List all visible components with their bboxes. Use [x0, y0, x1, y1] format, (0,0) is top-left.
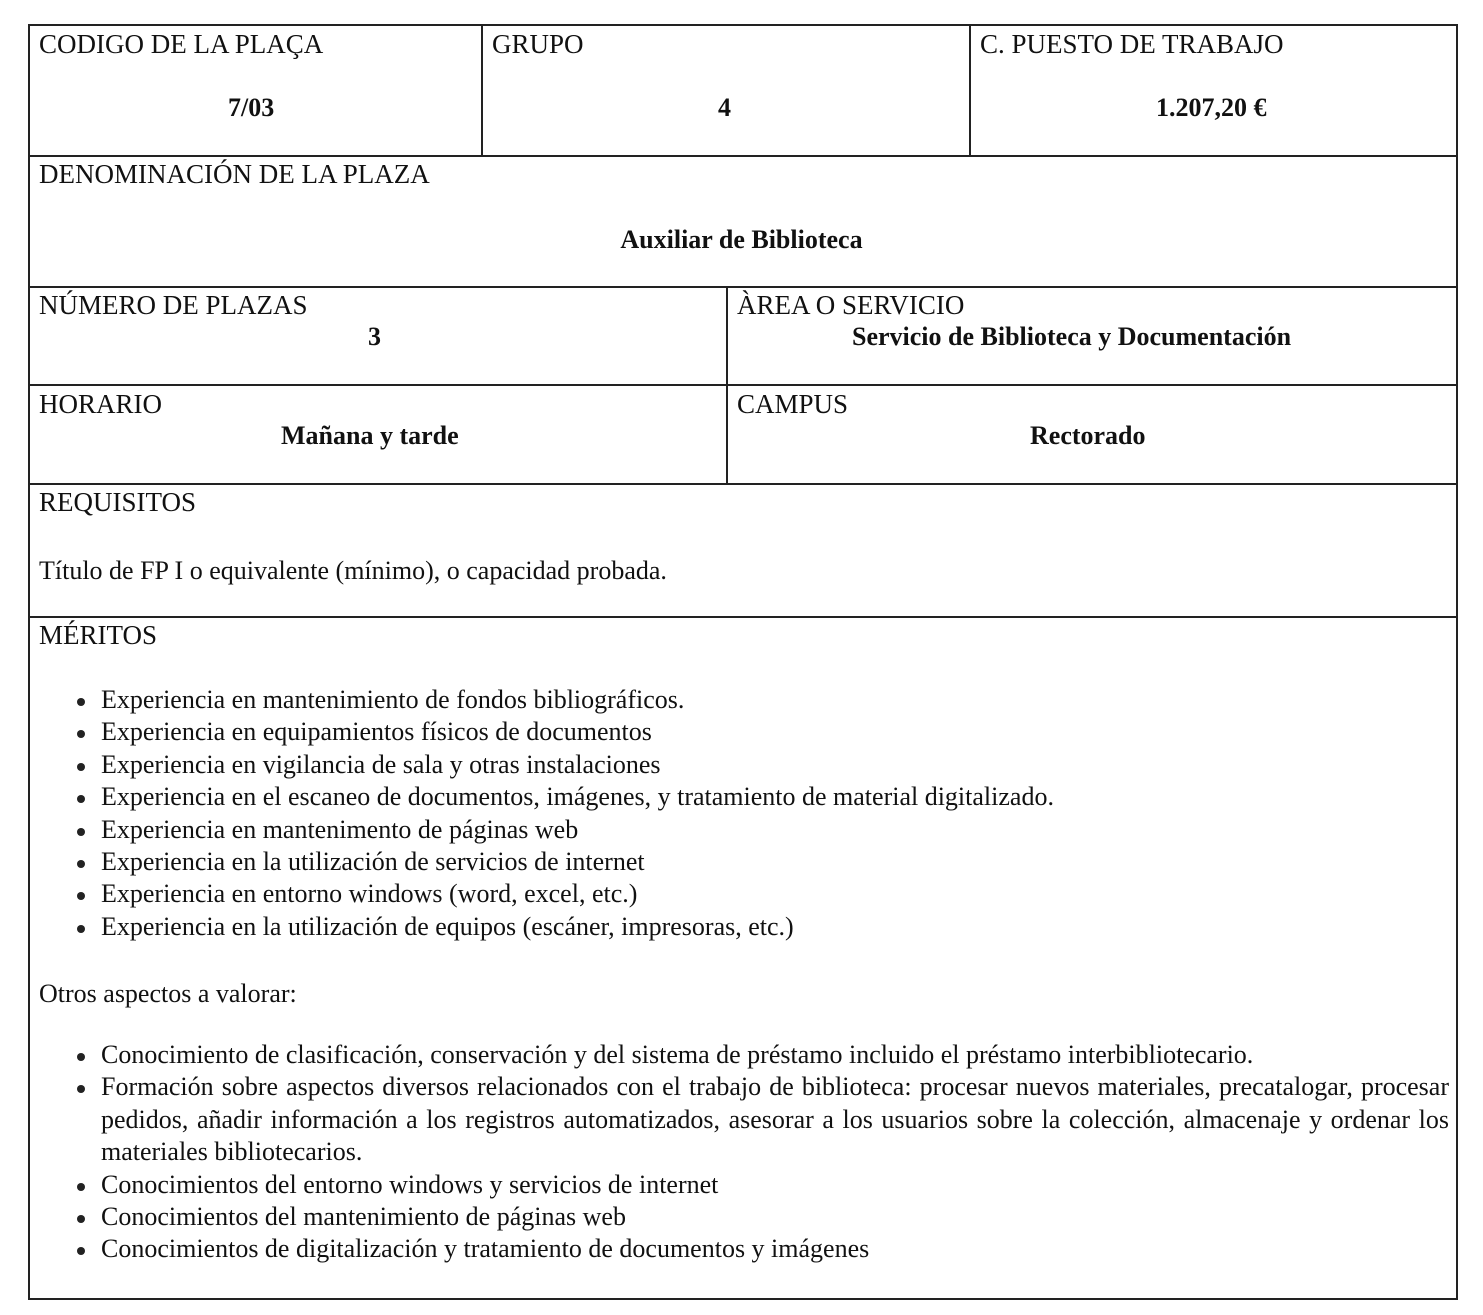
bullet-icon	[77, 828, 85, 836]
bullet-icon	[77, 892, 85, 900]
denominacion-value: Auxiliar de Biblioteca	[620, 225, 863, 254]
list-item: Experiencia en entorno windows (word, excel, etc.)	[39, 878, 1439, 910]
plazas-value: 3	[368, 322, 381, 351]
campus-value: Rectorado	[1030, 421, 1146, 450]
divider	[481, 24, 483, 155]
bullet-icon	[77, 1247, 85, 1255]
list-item: Experiencia en vigilancia de sala y otras instalaciones	[39, 749, 1439, 781]
campus-label: CAMPUS	[737, 389, 849, 419]
meritos-label: MÉRITOS	[39, 620, 158, 650]
bullet-icon	[77, 1085, 85, 1093]
codigo-label: CODIGO DE LA PLAÇA	[39, 29, 324, 59]
horario-label: HORARIO	[39, 389, 163, 419]
divider	[28, 483, 1458, 485]
bullet-icon	[77, 1053, 85, 1061]
codigo-value: 7/03	[228, 93, 275, 122]
list-item: Experiencia en mantenimiento de fondos bibliográficos.	[39, 684, 1439, 716]
denominacion-label: DENOMINACIÓN DE LA PLAZA	[39, 159, 430, 189]
otros-label: Otros aspectos a valorar:	[39, 979, 297, 1008]
divider	[969, 24, 971, 155]
list-item: Conocimientos de digitalización y tratamiento de documentos y imágenes	[39, 1233, 1449, 1265]
list-item: Conocimientos del entorno windows y servicios de internet	[39, 1169, 1449, 1201]
divider	[28, 286, 1458, 288]
puesto-label: C. PUESTO DE TRABAJO	[980, 29, 1284, 59]
plazas-label: NÚMERO DE PLAZAS	[39, 290, 308, 320]
horario-value: Mañana y tarde	[281, 421, 459, 450]
bullet-icon	[77, 1215, 85, 1223]
bullet-icon	[77, 860, 85, 868]
requisitos-text: Título de FP I o equivalente (mínimo), o capacidad probada.	[39, 556, 667, 585]
list-item: Conocimiento de clasificación, conservación y del sistema de préstamo incluido el préstamo interbibliotecario.	[39, 1039, 1449, 1071]
bullet-icon	[77, 698, 85, 706]
area-value: Servicio de Biblioteca y Documentación	[852, 322, 1292, 351]
list-item: Experiencia en mantenimento de páginas web	[39, 814, 1439, 846]
otros-list	[39, 1039, 1449, 1266]
grupo-label: GRUPO	[492, 29, 584, 59]
list-item: Conocimientos del mantenimiento de páginas web	[39, 1201, 1449, 1233]
requisitos-label: REQUISITOS	[39, 487, 197, 517]
bullet-icon	[77, 763, 85, 771]
bullet-icon	[77, 925, 85, 933]
area-label: ÀREA O SERVICIO	[737, 290, 965, 320]
list-item-text: Formación sobre aspectos diversos relacionados con el trabajo de biblioteca: procesar nuevos materiales, precatalogar, procesar pedidos, añadir información a los registros automatizados, asesorar a los usuarios sobre la colección, almacenaje y ordenar los materiales bibliotecarios.	[101, 1072, 1449, 1167]
grupo-value: 4	[718, 93, 731, 122]
bullet-icon	[77, 730, 85, 738]
list-item: Experiencia en equipamientos físicos de documentos	[39, 716, 1439, 748]
divider	[28, 155, 1458, 157]
list-item: Experiencia en el escaneo de documentos, imágenes, y tratamiento de material digitalizado.	[39, 781, 1439, 813]
divider	[28, 616, 1458, 618]
bullet-icon	[77, 1183, 85, 1191]
bullet-icon	[77, 795, 85, 803]
list-item: Experiencia en la utilización de equipos (escáner, impresoras, etc.)	[39, 911, 1439, 943]
divider	[28, 384, 1458, 386]
puesto-value: 1.207,20 €	[1156, 93, 1267, 122]
meritos-list	[39, 684, 1439, 943]
list-item	[39, 1071, 1449, 1168]
list-item: Experiencia en la utilización de servicios de internet	[39, 846, 1439, 878]
